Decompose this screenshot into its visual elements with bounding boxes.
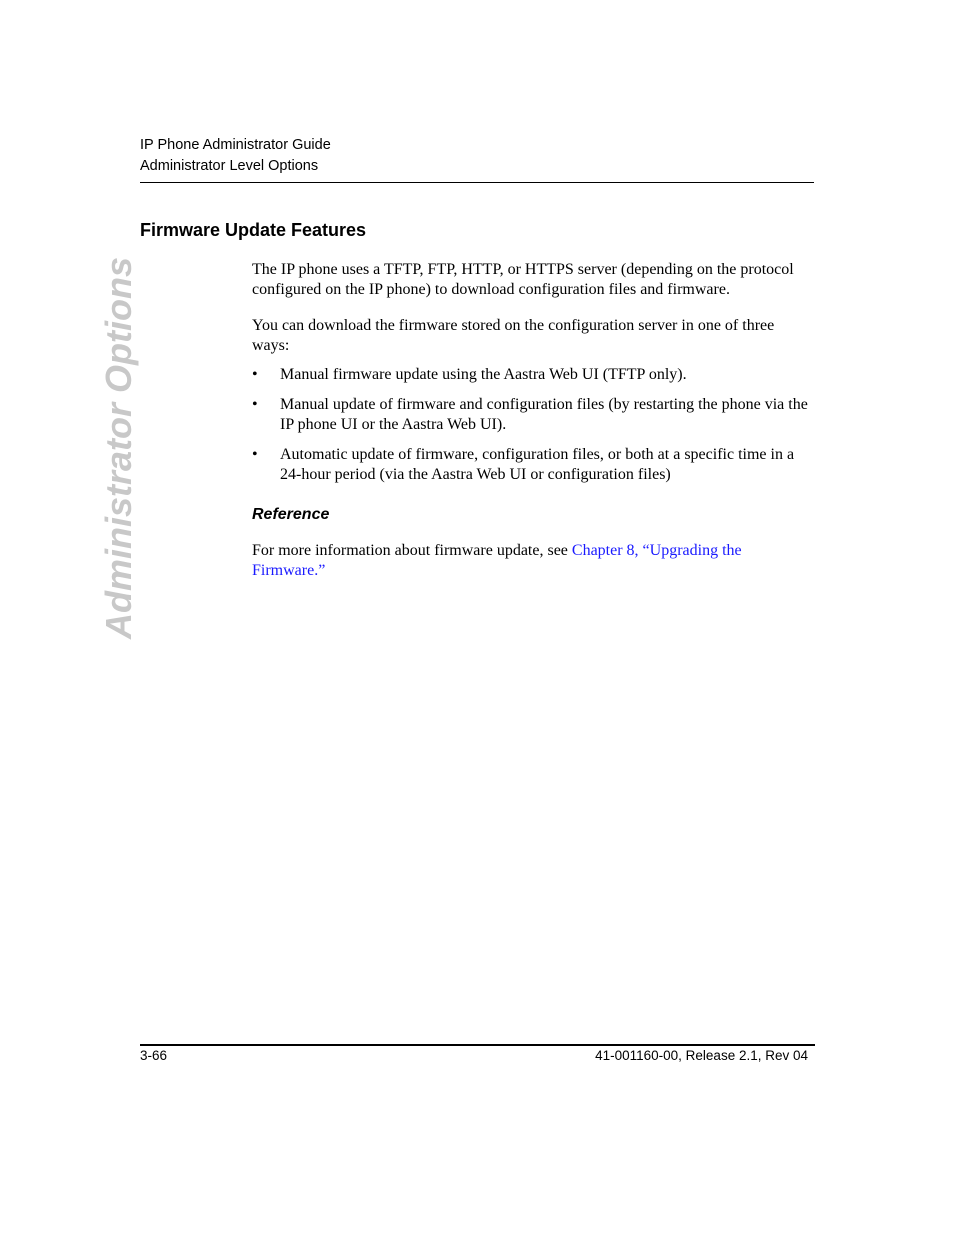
page-number: 3-66	[140, 1048, 168, 1063]
list-item-text: Manual update of firmware and configuration files (by restarting the phone via the IP phone UI or the Aastra Web UI).	[280, 396, 808, 433]
bullet-icon: •	[252, 446, 258, 463]
bullet-icon: •	[252, 396, 258, 413]
document-id: 41-001160-00, Release 2.1, Rev 04	[595, 1048, 808, 1063]
chapter-8-link[interactable]: Chapter 8, “Upgrading the Firmware.”	[252, 542, 742, 579]
intro-paragraph: The IP phone uses a TFTP, FTP, HTTP, or HTTPS server (depending on the protocol configured on the IP phone) to download configuration files and firmware.	[252, 261, 794, 298]
section-body	[252, 260, 814, 581]
list-item-text: Automatic update of firmware, configuration files, or both at a specific time in a 24-hour period (via the Aastra Web UI or configuration files)	[280, 446, 795, 483]
list-item-text: Manual firmware update using the Aastra Web UI (TFTP only).	[280, 366, 687, 383]
side-chapter-title: Administrator Options	[98, 257, 139, 640]
bullet-icon: •	[252, 366, 258, 383]
update-methods-list	[252, 365, 814, 485]
section-heading: Firmware Update Features	[140, 220, 367, 240]
reference-text: For more information about firmware update, see	[252, 542, 572, 559]
reference-heading: Reference	[252, 506, 330, 523]
reference-paragraph	[252, 541, 814, 581]
ways-paragraph: You can download the firmware stored on the configuration server in one of three ways:	[252, 317, 775, 354]
list-item	[252, 365, 814, 385]
footer-divider	[140, 1044, 815, 1046]
header-chapter-title: Administrator Level Options	[140, 158, 319, 174]
list-item	[252, 445, 814, 485]
header-divider	[140, 182, 814, 183]
list-item	[252, 395, 814, 435]
header-guide-title: IP Phone Administrator Guide	[140, 137, 331, 153]
